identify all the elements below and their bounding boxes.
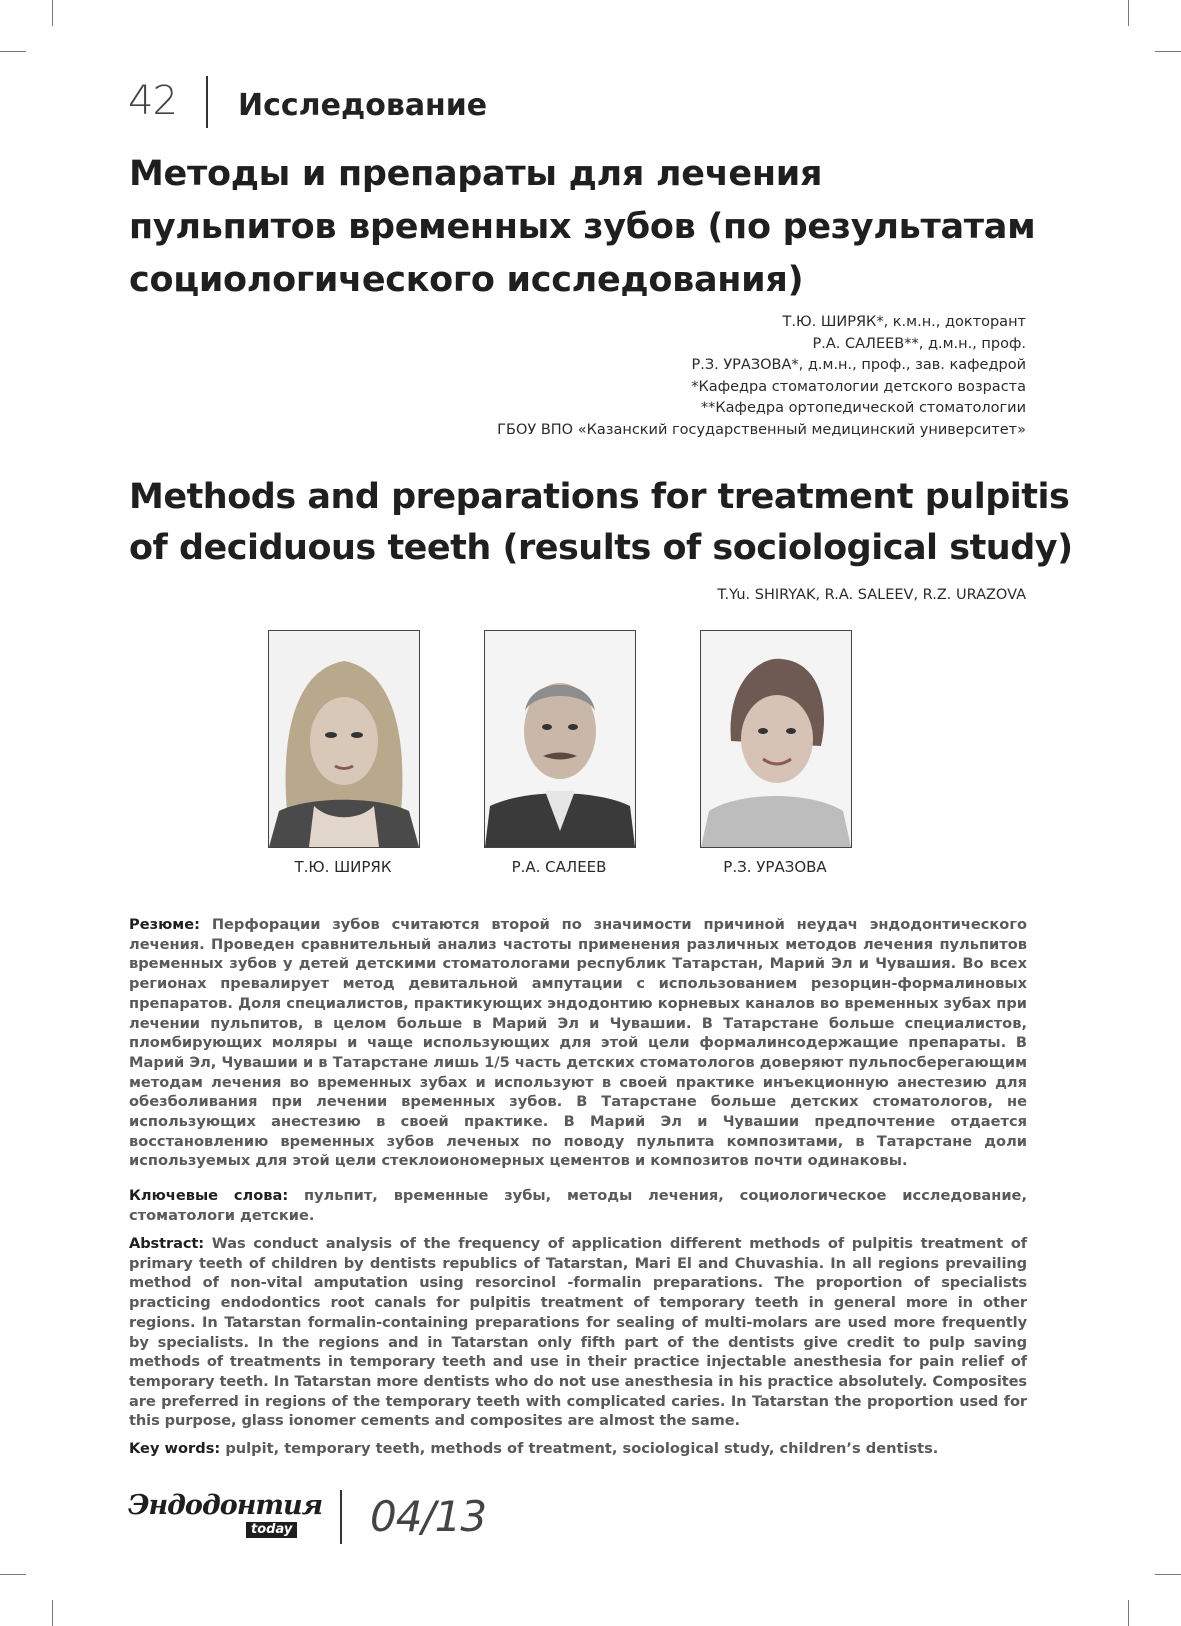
keywords-en-text: pulpit, temporary teeth, methods of treatment, sociological study, children’s dentists. [225, 1440, 939, 1457]
author-line: Р.З. УРАЗОВА*, д.м.н., проф., зав. кафедрой [691, 357, 1026, 373]
keywords-ru-paragraph [129, 1186, 1027, 1225]
crop-mark [0, 1574, 26, 1575]
author-line: Р.А. САЛЕЕВ**, д.м.н., проф. [812, 335, 1026, 352]
resume-label: Резюме: [129, 916, 200, 933]
title-ru-line: социологического исследования) [129, 260, 804, 300]
author-line: Т.Ю. ШИРЯК*, к.м.н., докторант [782, 314, 1026, 330]
title-en-line: of deciduous teeth (results of sociological study) [129, 528, 1073, 568]
author-photo-saleev [484, 630, 636, 848]
affiliation-line: *Кафедра стоматологии детского возраста [691, 378, 1026, 395]
crop-mark [1128, 0, 1129, 26]
authors-ru [497, 312, 1026, 441]
crop-mark [0, 51, 26, 52]
title-ru-line: Методы и препараты для лечения [129, 154, 823, 194]
journal-logo-sub: today [246, 1522, 297, 1538]
keywords-en-label: Key words: [129, 1440, 221, 1457]
issue-number: 04/13 [370, 1492, 487, 1541]
keywords-ru-text: пульпит, временные зубы, методы лечения, социологическое исследование, стоматологи детские. [129, 1187, 1027, 1224]
author-photo-shiryak [268, 630, 420, 848]
affiliation-line: ГБОУ ВПО «Казанский государственный медицинский университет» [497, 421, 1026, 438]
author-photo-urazova [700, 630, 852, 848]
crop-mark [1128, 1600, 1129, 1626]
crop-mark [52, 0, 53, 26]
page-number: 42 [128, 78, 177, 124]
keywords-ru-label: Ключевые слова: [129, 1187, 289, 1204]
resume-paragraph [129, 915, 1027, 1171]
header-divider [206, 76, 208, 128]
journal-logo [128, 1490, 323, 1546]
article-title-en [129, 472, 1079, 574]
affiliation-line: **Кафедра ортопедической стоматологии [700, 400, 1026, 416]
abstract-en-text: Was conduct analysis of the frequency of application different methods of pulpitis treatment of primary teeth of children by dentists republics of Tatarstan, Mari El and Chuvashia. In all regions prevailing method of non-vital amputation using resorcinol -formalin preparations. The proportion of specialists practicing endodontics root canals for pulpitis treatment of temporary teeth in general more in other regions. In Tatarstan formalin-containing preparations for sealing of multi-molars are used more frequently by specialists. In the regions and in Tatarstan only fifth part of the dentists give credit to pulp saving methods of treatments in temporary teeth and use in their practice injectable anesthesia for pain relief of temporary teeth. In Tatarstan more dentists who do not use anesthesia in his practice absolutely. Composites are preferred in regions of the temporary teeth with complicated caries. In Tatarstan the proportion used for this purpose, glass ionomer cements and composites are almost the same. [129, 1235, 1027, 1430]
title-en-line: Methods and preparations for treatment pulpitis [129, 477, 1070, 517]
authors-en: T.Yu. SHIRYAK, R.A. SALEEV, R.Z. URAZOVA [717, 587, 1026, 603]
abstract-en-paragraph [129, 1234, 1027, 1431]
journal-logo-main: Эндодонтия [128, 1490, 323, 1521]
footer-divider [340, 1490, 342, 1544]
crop-mark [1155, 1574, 1181, 1575]
article-title-ru [129, 148, 1079, 307]
crop-mark [1155, 51, 1181, 52]
photo-caption: Т.Ю. ШИРЯК [294, 858, 392, 876]
keywords-en-paragraph [129, 1439, 1027, 1459]
resume-text: Перфорации зубов считаются второй по значимости причиной неудач эндодонтического лечения. Проведен сравнительный анализ частоты применения различных методов лечения пульпитов временных зубов у детей детскими стоматологами республик Татарстан, Марий Эл и Чувашия. Во всех регионах превалирует метод девитальной ампутации с использованием резорцин-формалиновых препаратов. Доля специалистов, практикующих эндодонтию корневых каналов во временных зубах при лечении пульпитов, в целом больше в Марий Эл и Чувашии. В Татарстане больше специалистов, пломбирующих моляры и чаще использующих для этой цели формалинсодержащие препараты. В Марий Эл, Чувашии и в Татарстане лишь 1/5 часть детских стоматологов доверяют пульпосберегающим методам лечения во временных зубах и используют в своей практике инъекционную анестезию для обезболивания при лечении временных зубов. В Татарстане больше детских стоматологов, не использующих анестезию в своей практике. В Марий Эл и Чувашии предпочтение отдается восстановлению временных зубов леченых по поводу пульпита композитами, в Татарстане доли используемых для этой цели стеклоиономерных цементов и композитов почти одинаковы. [129, 916, 1027, 1170]
title-ru-line: пульпитов временных зубов (по результатам [129, 207, 1036, 247]
photo-caption: Р.А. САЛЕЕВ [511, 858, 607, 876]
crop-mark [52, 1600, 53, 1626]
section-label: Исследование [238, 88, 488, 123]
photo-caption: Р.З. УРАЗОВА [723, 858, 827, 876]
abstract-en-label: Abstract: [129, 1235, 205, 1252]
